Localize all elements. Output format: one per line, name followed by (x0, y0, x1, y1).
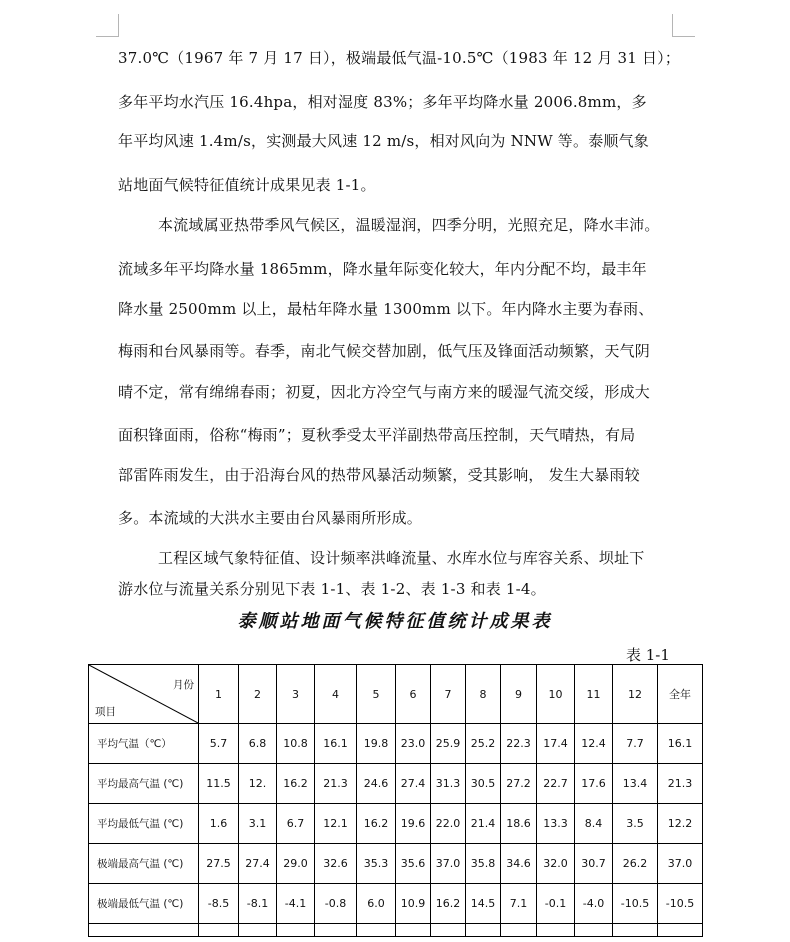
table-row (89, 724, 703, 764)
table-cell: -10.5 (613, 884, 658, 924)
table-cell: 19.6 (396, 804, 431, 844)
table-cell: 32.6 (315, 844, 357, 884)
table-cell: -8.1 (239, 884, 277, 924)
table-cell: 22.7 (537, 764, 575, 804)
row-label: 平均最低气温 (℃) (89, 804, 199, 844)
body-line: 面积锋面雨，俗称“梅雨”；夏秋季受太平洋副热带高压控制，天气晴热，有局 (118, 426, 636, 444)
table-cell: 19.8 (357, 724, 396, 764)
table-row-partial (89, 924, 703, 937)
table-cell: 3.5 (613, 804, 658, 844)
body-line: 降水量 2500mm 以上，最枯年降水量 1300mm 以下。年内降水主要为春雨、 (118, 300, 654, 318)
table-row (89, 804, 703, 844)
table-cell: 21.4 (466, 804, 501, 844)
table-cell: -4.0 (575, 884, 613, 924)
table-cell: 27.5 (199, 844, 239, 884)
table-cell: 37.0 (658, 844, 703, 884)
table-cell: 14.5 (466, 884, 501, 924)
table-cell: 12. (239, 764, 277, 804)
table-cell: 17.6 (575, 764, 613, 804)
page-corner-mark-right (672, 14, 695, 37)
row-label: 极端最低气温 (℃) (89, 884, 199, 924)
climate-table (88, 664, 703, 937)
column-header: 3 (277, 665, 315, 724)
table-cell: 7.7 (613, 724, 658, 764)
table-cell: 1.6 (199, 804, 239, 844)
table-cell: -0.8 (315, 884, 357, 924)
body-line: 年平均风速 1.4m/s，实测最大风速 12 m/s，相对风向为 NNW 等。泰顺气象 (118, 132, 650, 150)
table-cell: 35.6 (396, 844, 431, 884)
column-header: 11 (575, 665, 613, 724)
column-header: 5 (357, 665, 396, 724)
body-line: 梅雨和台风暴雨等。春季，南北气候交替加剧，低气压及锋面活动频繁，天气阴 (118, 342, 651, 360)
table-cell: 35.8 (466, 844, 501, 884)
column-header: 8 (466, 665, 501, 724)
table-cell: -0.1 (537, 884, 575, 924)
body-line: 晴不定，常有绵绵春雨；初夏，因北方冷空气与南方来的暖湿气流交绥，形成大 (118, 383, 651, 401)
table-cell: 11.5 (199, 764, 239, 804)
body-line: 多年平均水汽压 16.4hpa，相对湿度 83%；多年平均降水量 2006.8mm，多 (118, 93, 647, 111)
page-corner-mark-left (96, 14, 119, 37)
table-cell: 10.9 (396, 884, 431, 924)
column-header: 12 (613, 665, 658, 724)
table-cell: 22.3 (501, 724, 537, 764)
table-cell: 22.0 (431, 804, 466, 844)
table-row (89, 764, 703, 804)
table-cell: -8.5 (199, 884, 239, 924)
table-cell: 27.2 (501, 764, 537, 804)
body-line: 多。本流域的大洪水主要由台风暴雨所形成。 (118, 509, 423, 527)
table-cell: 27.4 (396, 764, 431, 804)
table-cell: 21.3 (315, 764, 357, 804)
table-cell: 16.1 (658, 724, 703, 764)
table-cell: 35.3 (357, 844, 396, 884)
body-line: 工程区域气象特征值、设计频率洪峰流量、水库水位与库容关系、坝址下 (158, 549, 645, 567)
table-header-row (89, 665, 703, 724)
table-cell: 27.4 (239, 844, 277, 884)
diagonal-header-cell (89, 665, 199, 724)
column-header: 4 (315, 665, 357, 724)
table-cell: 13.4 (613, 764, 658, 804)
column-header: 10 (537, 665, 575, 724)
column-header: 2 (239, 665, 277, 724)
column-header: 全年 (658, 665, 703, 724)
column-header: 1 (199, 665, 239, 724)
table-cell: 10.8 (277, 724, 315, 764)
table-cell: 34.6 (501, 844, 537, 884)
table-row (89, 884, 703, 924)
table-cell: 37.0 (431, 844, 466, 884)
table-cell: 25.9 (431, 724, 466, 764)
body-line: 37.0℃（1967 年 7 月 17 日），极端最低气温-10.5℃（1983 年 12 月 31 日）； (118, 49, 681, 67)
table-cell: 17.4 (537, 724, 575, 764)
table-title: 泰顺站地面气候特征值统计成果表 (237, 611, 553, 632)
body-line: 本流域属亚热带季风气候区，温暖湿润，四季分明，光照充足，降水丰沛。 (158, 216, 660, 234)
table-cell: 12.4 (575, 724, 613, 764)
table-cell: 21.3 (658, 764, 703, 804)
header-month-label: 月份 (173, 679, 194, 691)
table-cell: -10.5 (658, 884, 703, 924)
table-cell: 16.1 (315, 724, 357, 764)
table-cell: 18.6 (501, 804, 537, 844)
table-cell: 6.7 (277, 804, 315, 844)
table-cell: 16.2 (277, 764, 315, 804)
table-cell: 29.0 (277, 844, 315, 884)
row-label: 极端最高气温 (℃) (89, 844, 199, 884)
table-cell: 31.3 (431, 764, 466, 804)
body-line: 站地面气候特征值统计成果见表 1-1。 (118, 176, 376, 194)
table-cell: 8.4 (575, 804, 613, 844)
table-cell: 24.6 (357, 764, 396, 804)
column-header: 6 (396, 665, 431, 724)
table-row (89, 844, 703, 884)
table-cell: 6.0 (357, 884, 396, 924)
body-line: 流域多年平均降水量 1865mm，降水量年际变化较大，年内分配不均，最丰年 (118, 260, 647, 278)
table-cell: 3.1 (239, 804, 277, 844)
table-cell: 16.2 (431, 884, 466, 924)
table-cell: -4.1 (277, 884, 315, 924)
table-number: 表 1-1 (626, 646, 670, 664)
row-label: 平均气温（℃） (89, 724, 199, 764)
table-cell: 25.2 (466, 724, 501, 764)
table-cell: 26.2 (613, 844, 658, 884)
table-cell: 13.3 (537, 804, 575, 844)
body-line: 游水位与流量关系分别见下表 1-1、表 1-2、表 1-3 和表 1-4。 (118, 580, 546, 598)
table-cell: 16.2 (357, 804, 396, 844)
column-header: 7 (431, 665, 466, 724)
header-item-label: 项目 (95, 706, 116, 718)
column-header: 9 (501, 665, 537, 724)
table-cell: 12.2 (658, 804, 703, 844)
table-cell: 30.7 (575, 844, 613, 884)
table-cell: 23.0 (396, 724, 431, 764)
row-label: 平均最高气温 (℃) (89, 764, 199, 804)
body-line: 部雷阵雨发生，由于沿海台风的热带风暴活动频繁，受其影响， 发生大暴雨较 (118, 466, 640, 484)
table-cell: 32.0 (537, 844, 575, 884)
table-cell: 5.7 (199, 724, 239, 764)
table-cell: 6.8 (239, 724, 277, 764)
table-cell: 12.1 (315, 804, 357, 844)
table-cell: 7.1 (501, 884, 537, 924)
table-cell: 30.5 (466, 764, 501, 804)
